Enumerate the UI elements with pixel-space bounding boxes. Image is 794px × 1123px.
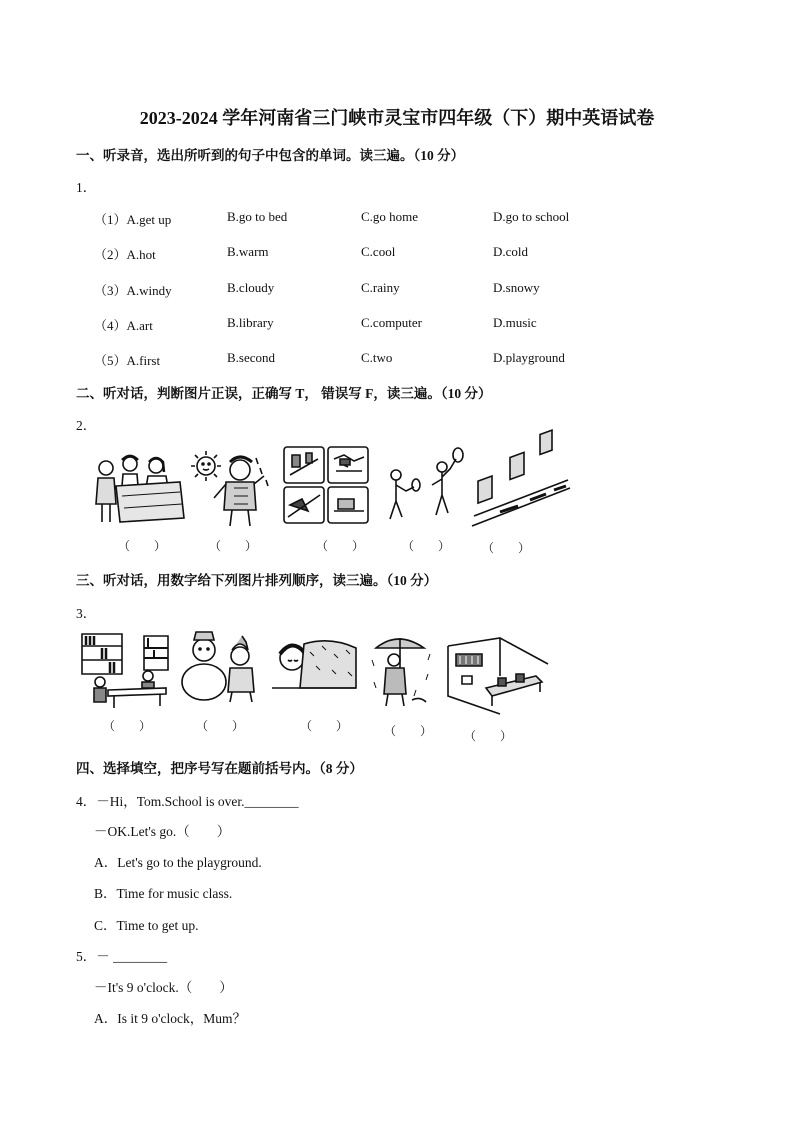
option-2c: C.cool (361, 244, 396, 259)
question-4-prompt: 4．－Hi，Tom.School is over.________ (76, 794, 299, 809)
section1-heading: 一、听录音，选出所听到的句子中包含的单词。读三遍。（10 分） (76, 148, 465, 163)
question-4-reply: －OK.Let's go.（ ） (94, 824, 231, 839)
option-5d: D.playground (493, 350, 565, 365)
option-3d: D.snowy (493, 280, 540, 295)
question-number-1: 1． (76, 180, 97, 195)
answer-blank[interactable]: （ ） (402, 539, 451, 553)
option-4c: C.computer (361, 315, 423, 330)
option-2b: B.warm (227, 244, 269, 259)
section4-heading: 四、选择填空，把序号写在题前括号内。（8 分） (76, 761, 363, 776)
option-1a: （1）A.get up (94, 212, 172, 227)
option-4b: B.library (227, 315, 274, 330)
option-1c: C.go home (361, 209, 419, 224)
classroom-cards-picture (282, 445, 370, 525)
option-2d: D.cold (493, 244, 529, 259)
option-5b: B.second (227, 350, 276, 365)
library-reading-picture (80, 632, 172, 710)
answer-blank[interactable]: （ ） (196, 719, 245, 733)
badminton-picture (380, 445, 470, 525)
option-1d: D.go to school (493, 209, 570, 224)
computer-room-picture (470, 446, 574, 530)
option-4a: （4）A.art (94, 318, 153, 333)
question-4-option-b: B．Time for music class. (94, 886, 233, 901)
question-5-prompt: 5．－ ________ (76, 949, 168, 964)
hot-sun-picture (190, 448, 276, 528)
option-3b: B.cloudy (227, 280, 275, 295)
question-4-option-a: A．Let's go to the playground. (94, 855, 262, 870)
answer-blank[interactable]: （ ） (103, 719, 152, 733)
answer-blank[interactable]: （ ） (300, 719, 349, 733)
question-5-option-a: A．Is it 9 o'clock，Mum？ (94, 1011, 247, 1026)
library-desk-picture (92, 452, 188, 530)
question-number-2: 2． (76, 418, 97, 433)
question-number-3: 3． (76, 606, 97, 621)
question-5-reply: －It's 9 o'clock.（ ） (94, 980, 233, 995)
question-4-option-c: C．Time to get up. (94, 918, 199, 933)
answer-blank[interactable]: （ ） (482, 541, 531, 555)
computer-lab-picture (446, 636, 550, 716)
rainy-umbrella-picture (370, 630, 436, 710)
answer-blank[interactable]: （ ） (384, 724, 433, 738)
option-1b: B.go to bed (227, 209, 288, 224)
option-4d: D.music (493, 315, 537, 330)
option-2a: （2）A.hot (94, 247, 156, 262)
option-3a: （3）A.windy (94, 283, 172, 298)
option-5a: （5）A.first (94, 353, 161, 368)
answer-blank[interactable]: （ ） (316, 539, 365, 553)
answer-blank[interactable]: （ ） (209, 539, 258, 553)
section3-heading: 三、听对话，用数字给下列图片排列顺序，读三遍。（10 分） (76, 573, 438, 588)
option-5c: C.two (361, 350, 393, 365)
answer-blank[interactable]: （ ） (464, 729, 513, 743)
page-title: 2023-2024 学年河南省三门峡市灵宝市四年级（下）期中英语试卷 (139, 108, 655, 128)
snowman-picture (178, 630, 262, 704)
answer-blank[interactable]: （ ） (118, 539, 167, 553)
section2-heading: 二、听对话，判断图片正误，正确写 T， 错误写 F，读三遍。（10 分） (76, 386, 492, 401)
option-3c: C.rainy (361, 280, 400, 295)
sleeping-picture (270, 632, 358, 692)
